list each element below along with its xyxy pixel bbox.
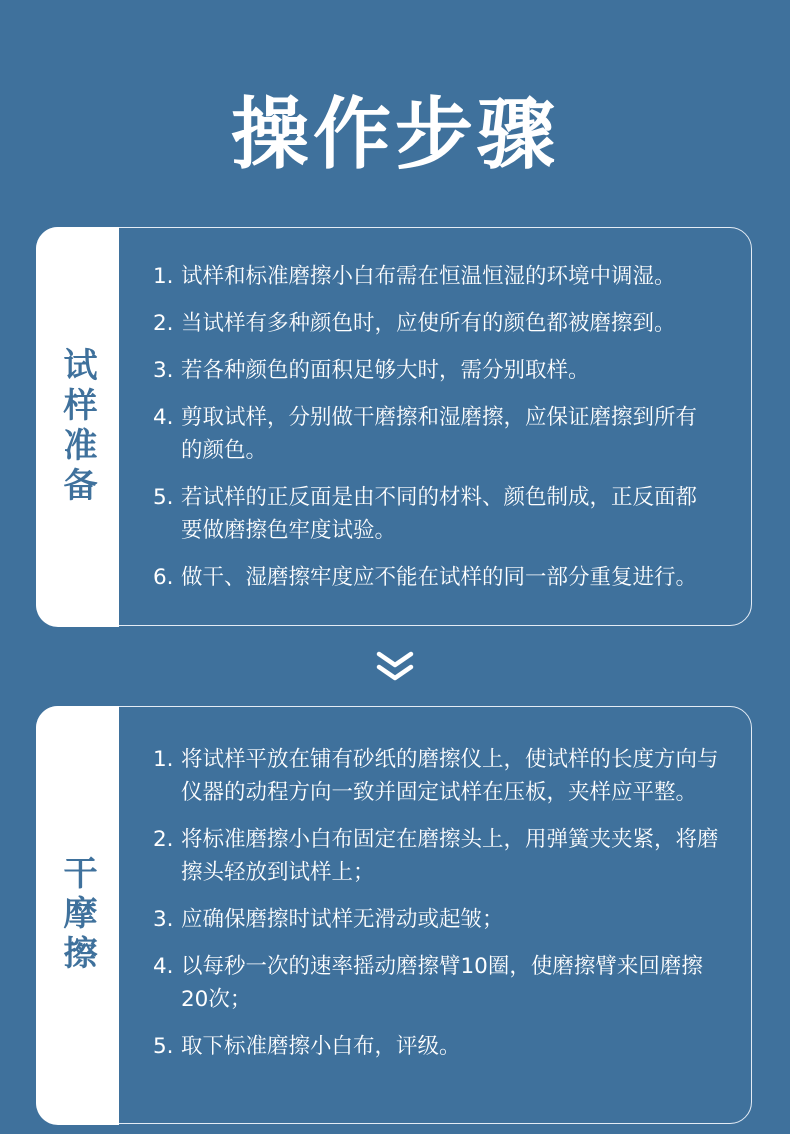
step-text: 将标准磨擦小白布固定在磨擦头上，用弹簧夹夹紧，将磨擦头轻放到试样上； [181,827,719,885]
step-number: 4. [153,405,174,430]
list-item [153,823,745,889]
list-item [153,743,745,809]
step-list [153,743,745,1077]
list-item [153,903,745,936]
step-text: 试样和标准磨擦小白布需在恒温恒湿的环境中调湿。 [181,264,676,289]
step-number: 5. [153,485,174,510]
step-number: 1. [153,747,174,772]
list-item [153,401,745,467]
step-text: 将试样平放在铺有砂纸的磨擦仪上，使试样的长度方向与仪器的动程方向一致并固定试样在压板，夹样应平整。 [181,747,719,805]
section-sample-preparation [36,227,752,626]
step-number: 4. [153,954,174,979]
list-item [153,561,745,594]
step-number: 2. [153,827,174,852]
page-title: 操作步骤 [230,90,559,180]
step-text: 以每秒一次的速率摇动磨擦臂10圈，使磨擦臂来回磨擦20次； [181,954,703,1012]
step-text: 若试样的正反面是由不同的材料、颜色制成，正反面都要做磨擦色牢度试验。 [181,485,698,543]
list-item [153,354,745,387]
step-number: 2. [153,311,174,336]
step-text: 取下标准磨擦小白布，评级。 [181,1034,461,1059]
step-number: 3. [153,358,174,383]
list-item [153,1030,745,1063]
step-list [153,260,745,608]
step-number: 3. [153,907,174,932]
list-item [153,481,745,547]
step-text: 若各种颜色的面积足够大时，需分别取样。 [181,358,590,383]
list-item [153,950,745,1016]
list-item [153,307,745,340]
step-text: 剪取试样，分别做干磨擦和湿磨擦，应保证磨擦到所有的颜色。 [181,405,698,463]
step-number: 5. [153,1034,174,1059]
section-dry-rubbing [36,706,752,1124]
double-chevron-down-icon [375,650,415,686]
step-text: 应确保磨擦时试样无滑动或起皱； [181,907,504,932]
section-label: 干摩擦 [57,855,97,975]
step-text: 当试样有多种颜色时，应使所有的颜色都被磨擦到。 [181,311,676,336]
list-item [153,260,745,293]
section-label: 试样准备 [57,346,97,507]
section-tab [36,706,119,1125]
step-number: 1. [153,264,174,289]
step-number: 6. [153,565,174,590]
section-tab [36,227,119,627]
step-text: 做干、湿磨擦牢度应不能在试样的同一部分重复进行。 [181,565,698,590]
